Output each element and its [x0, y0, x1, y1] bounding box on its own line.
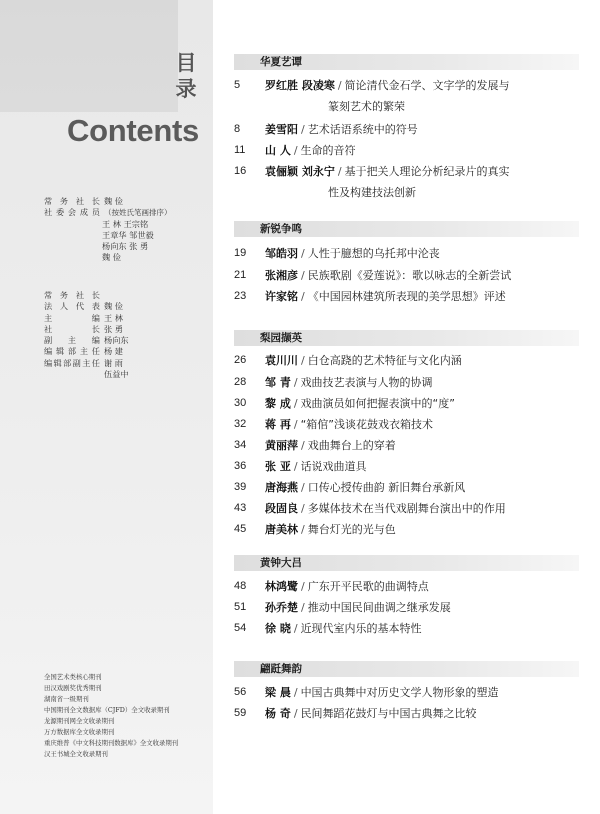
entry-author: 姜雪阳	[265, 123, 298, 136]
page-number: 19	[234, 247, 247, 259]
entry-text	[265, 265, 577, 286]
page-number: 59	[234, 707, 247, 719]
staff-names: 魏 俭	[102, 252, 121, 263]
staff-role: 常务社长	[44, 290, 100, 300]
entry-title: 广东开平民歌的曲调特点	[307, 580, 429, 593]
page-number: 5	[234, 79, 241, 91]
separator: /	[293, 686, 298, 699]
entry-title-cont: 篆刻艺术的繁荣	[328, 100, 405, 113]
entry-title: 民族歌剧《爱莲说》：歌以咏志的全新尝试	[307, 269, 512, 282]
entry-author: 唐海燕	[265, 481, 298, 494]
entry-text	[265, 618, 577, 639]
entry-text	[265, 597, 577, 618]
staff-names: 伍益中	[104, 369, 129, 380]
staff-names: 魏 俭	[104, 301, 123, 312]
separator: /	[301, 523, 305, 536]
separator: /	[293, 460, 298, 473]
staff-list-1	[44, 196, 204, 264]
entry-author: 张 亚	[265, 460, 291, 473]
entry-text	[265, 477, 577, 498]
entry-text	[265, 372, 577, 393]
staff-role: 社 长	[44, 323, 100, 334]
entry-title: 话说戏曲道具	[300, 460, 367, 473]
indexing-item: 全国艺术类核心期刊	[44, 673, 102, 681]
page-number: 54	[234, 622, 247, 634]
entry-author: 邹皓羽	[265, 247, 298, 260]
separator: /	[293, 707, 298, 720]
staff-note: （按姓氏笔画排序）	[104, 208, 172, 218]
staff-row	[44, 313, 204, 324]
entry-title: 戏曲舞台上的穿着	[307, 439, 396, 452]
entry-text	[265, 161, 577, 203]
entry-text	[265, 393, 577, 414]
staff-row	[44, 252, 204, 263]
entry-text	[265, 682, 577, 703]
entry-text	[265, 350, 577, 371]
indexing-item: 田汉戏剧奖优秀期刊	[44, 684, 102, 692]
separator: /	[337, 165, 342, 178]
entry-title: 简论清代金石学、文字学的发展与	[344, 79, 510, 92]
staff-names: 王 林	[104, 312, 123, 323]
entry-author: 山 人	[265, 144, 291, 157]
separator: /	[301, 269, 305, 282]
indexing-item: 重庆维普《中文科技期刊数据库》全文收录期刊	[44, 739, 179, 747]
entry-author: 梁 晨	[265, 686, 291, 699]
staff-row	[44, 207, 204, 218]
staff-role: 编辑部主任	[44, 346, 100, 357]
entry-text	[265, 414, 577, 435]
indexing-item: 湖南省一级期刊	[44, 695, 89, 703]
entry-author: 杨 奇	[265, 707, 291, 720]
separator: /	[301, 439, 305, 452]
separator: /	[293, 397, 298, 410]
entry-text	[265, 140, 577, 161]
entry-author: 徐 晓	[265, 622, 291, 635]
entry-title-cont: 性及构建技法创新	[328, 186, 416, 199]
section-title: 翩跹舞韵	[260, 663, 302, 675]
entry-text	[265, 519, 577, 540]
entry-author: 黎 成	[265, 397, 291, 410]
entry-title: 推动中国民间曲调之继承发展	[307, 601, 451, 614]
staff-names: 杨 建	[104, 346, 123, 357]
separator: /	[301, 123, 305, 136]
entry-text	[265, 119, 577, 140]
mulu-heading: 目录	[175, 51, 197, 101]
staff-names: 王章华 邹世毅	[102, 229, 154, 240]
entry-author: 黄丽萍	[265, 439, 298, 452]
indexing-item: 中国期刊全文数据库（CJFD）全文收录期刊	[44, 706, 170, 714]
staff-names: 谢 雨	[104, 357, 123, 368]
entry-text	[265, 75, 577, 117]
staff-row	[44, 358, 204, 369]
page-number: 39	[234, 481, 247, 493]
left-header-block	[0, 0, 178, 112]
entry-title: 艺术话语系统中的符号	[307, 123, 418, 136]
page-number: 28	[234, 376, 247, 388]
separator: /	[301, 247, 305, 260]
separator: /	[301, 601, 305, 614]
page-number: 45	[234, 523, 247, 535]
staff-row	[44, 324, 204, 335]
contents-heading: Contents	[67, 113, 199, 148]
entry-text	[265, 498, 577, 519]
entry-title: 生命的音符	[300, 144, 356, 157]
section-title: 新锐争鸣	[260, 223, 302, 235]
staff-role: 编辑部副主任	[44, 357, 100, 368]
staff-row	[44, 369, 204, 380]
entry-title: 人性于臆想的乌托邦中沦丧	[307, 247, 440, 260]
page-number: 8	[234, 123, 241, 135]
separator: /	[293, 418, 298, 431]
section-title: 梨园撷英	[260, 332, 302, 344]
page-number: 43	[234, 502, 247, 514]
entry-text	[265, 435, 577, 456]
page-number: 34	[234, 439, 247, 451]
entry-author: 袁川川	[265, 354, 298, 367]
page-number: 21	[234, 269, 247, 281]
staff-row	[44, 230, 204, 241]
entry-author: 罗红胜 段凌寒	[265, 79, 335, 92]
entry-title: 口传心授传曲韵 新旧舞台承新风	[307, 481, 466, 494]
entry-author: 孙乔楚	[265, 601, 298, 614]
page-number: 30	[234, 397, 247, 409]
staff-role: 常务社长	[44, 196, 100, 206]
staff-row	[44, 241, 204, 252]
staff-names: 张 勇	[104, 323, 123, 334]
staff-names: 杨向东	[104, 335, 129, 346]
entry-author: 蒋 再	[265, 418, 291, 431]
staff-role: 主 编	[44, 312, 100, 323]
indexing-item: 龙源期刊网全文收录期刊	[44, 717, 115, 725]
entry-title: 中国古典舞中对历史文学人物形象的塑造	[300, 686, 499, 699]
entry-title: 《中国园林建筑所表现的美学思想》评述	[307, 290, 506, 303]
separator: /	[301, 580, 305, 593]
section-title: 黄钟大吕	[260, 557, 302, 569]
page-number: 51	[234, 601, 247, 613]
staff-row	[44, 301, 204, 312]
page-number: 48	[234, 580, 247, 592]
toc-column	[213, 0, 600, 814]
staff-role: 副 主 编	[44, 335, 100, 346]
page-number: 11	[234, 144, 246, 156]
indexing-item: 汉王书城全文收录期刊	[44, 750, 108, 758]
staff-names: 魏 俭	[104, 196, 123, 206]
staff-row	[44, 196, 204, 207]
separator: /	[293, 622, 298, 635]
staff-row	[44, 335, 204, 346]
page-number: 26	[234, 354, 247, 366]
indexing-list	[44, 672, 214, 760]
staff-list-2	[44, 290, 204, 380]
entry-author: 许家铭	[265, 290, 298, 303]
separator: /	[301, 481, 305, 494]
entry-author: 唐美林	[265, 523, 298, 536]
entry-author: 袁俪颖 刘永宁	[265, 165, 335, 178]
entry-text	[265, 243, 577, 264]
entry-title: 民间舞蹈花鼓灯与中国古典舞之比较	[300, 707, 477, 720]
page-number: 32	[234, 418, 247, 430]
entry-text	[265, 456, 577, 477]
entry-author: 林鸿鹭	[265, 580, 298, 593]
section-title: 华夏艺谭	[260, 56, 302, 68]
separator: /	[301, 354, 305, 367]
entry-author: 邹 青	[265, 376, 291, 389]
entry-text	[265, 286, 577, 307]
staff-names: 杨向东 张 勇	[102, 241, 149, 252]
entry-title: 戏曲演员如何把握表演中的“度”	[300, 397, 455, 410]
staff-role: 法人代表	[44, 301, 100, 312]
entry-text	[265, 703, 577, 724]
separator: /	[301, 502, 305, 515]
staff-role: 社委会成员	[44, 207, 100, 218]
entry-title: 基于把关人理论分析纪录片的真实	[344, 165, 510, 178]
page-number: 16	[234, 165, 247, 177]
separator: /	[293, 144, 298, 157]
separator: /	[301, 290, 305, 303]
indexing-item: 万方数据库全文收录期刊	[44, 728, 115, 736]
separator: /	[293, 376, 298, 389]
staff-row	[44, 219, 204, 230]
entry-title: 戏曲技艺表演与人物的协调	[300, 376, 433, 389]
entry-text	[265, 576, 577, 597]
entry-title: 多媒体技术在当代戏剧舞台演出中的作用	[307, 502, 506, 515]
entry-title: “箱倌”浅谈花鼓戏衣箱技术	[300, 418, 433, 431]
entry-author: 段固良	[265, 502, 298, 515]
page-number: 36	[234, 460, 247, 472]
entry-title: 白仓高跷的艺术特征与文化内涵	[307, 354, 462, 367]
staff-row	[44, 346, 204, 357]
staff-names: 王 林 王宗铭	[102, 218, 149, 229]
entry-title: 舞台灯光的光与色	[307, 523, 396, 536]
page-number: 56	[234, 686, 247, 698]
separator: /	[337, 79, 342, 92]
entry-title: 近现代室内乐的基本特性	[300, 622, 422, 635]
entry-author: 张湘彦	[265, 269, 298, 282]
staff-row	[44, 290, 204, 301]
page-number: 23	[234, 290, 247, 302]
